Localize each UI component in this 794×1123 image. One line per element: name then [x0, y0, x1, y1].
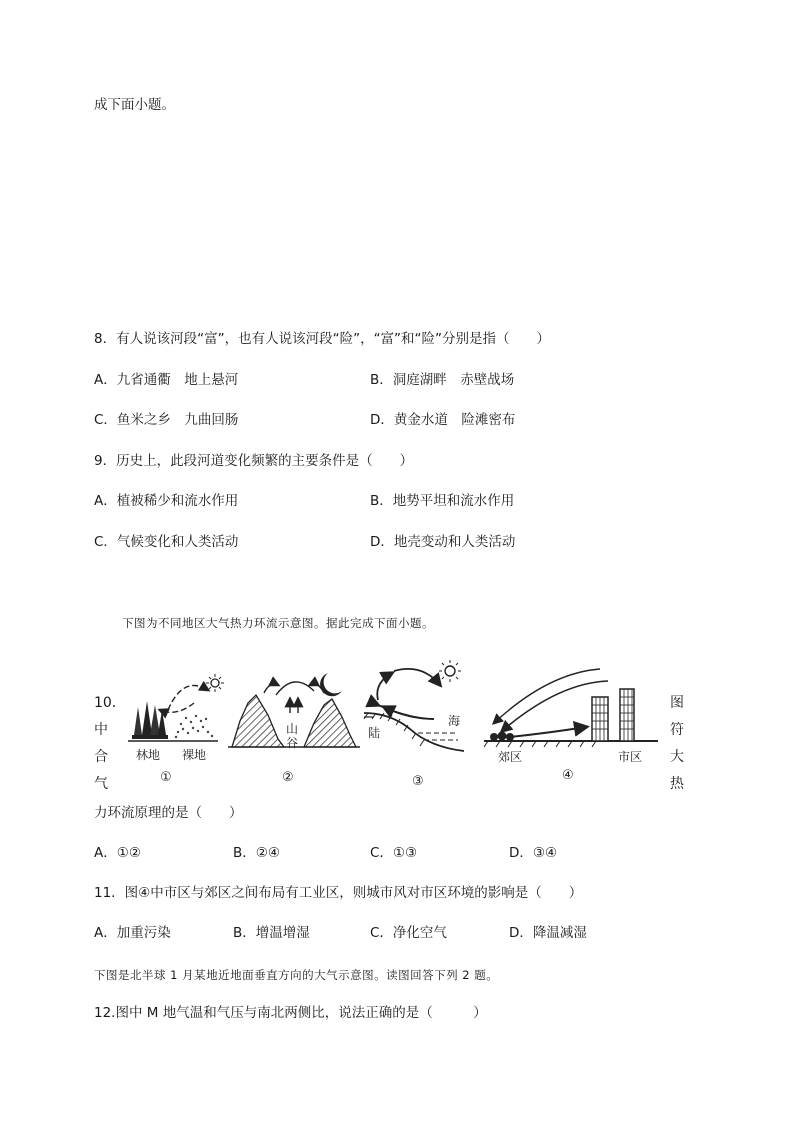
panel-1-label-bare: 裸地 [182, 748, 207, 762]
circulation-figure [128, 655, 683, 790]
q12-intro: 下图是北半球 1 月某地近地面垂直方向的大气示意图。读图回答下列 2 题。 [94, 968, 499, 982]
panel-1 [128, 674, 224, 785]
q10-prefix-1: 10． [94, 695, 126, 711]
q10-suffix-4: 热 [670, 776, 684, 792]
q10-prefix-4: 气 [94, 776, 108, 792]
q9-option-c[interactable]: C．气候变化和人类活动 [94, 534, 239, 550]
panel-3-label-sea: 海 [448, 714, 461, 728]
panel-4-number: ④ [562, 768, 574, 783]
q10-option-a[interactable]: A．①② [94, 845, 141, 861]
circulation-diagram [128, 655, 683, 790]
q10-suffix-1: 图 [670, 695, 684, 711]
q11-stem: 11．图④中市区与郊区之间布局有工业区，则城市风对市区环境的影响是（ ） [94, 885, 583, 901]
forest-trees [132, 701, 168, 739]
q8-option-b[interactable]: B．洞庭湖畔 赤壁战场 [370, 372, 515, 388]
q10-option-b[interactable]: B．②④ [233, 845, 280, 861]
q8-option-a[interactable]: A．九省通衢 地上悬河 [94, 372, 239, 388]
q10-prefix-2: 中 [94, 722, 108, 738]
q11-option-d[interactable]: D．降温减湿 [509, 925, 587, 941]
panel-3-number: ③ [412, 774, 424, 789]
q10-option-c[interactable]: C．①③ [370, 845, 418, 861]
q9-option-b[interactable]: B．地势平坦和流水作用 [370, 493, 515, 509]
panel-2-label-valley: 谷 [286, 736, 299, 750]
q10-option-d[interactable]: D．③④ [509, 845, 558, 861]
buildings [592, 689, 634, 741]
panel-4 [484, 669, 658, 783]
q8-stem: 8．有人说该河段“富”，也有人说该河段“险”，“富”和“险”分别是指（ ） [94, 331, 551, 347]
panel-1-number: ① [160, 770, 172, 785]
top-fragment: 成下面小题。 [94, 97, 175, 113]
q12-stem: 12.图中 M 地气温和气压与南北两侧比，说法正确的是（ ） [94, 1005, 487, 1021]
q11-option-b[interactable]: B．增温增湿 [233, 925, 310, 941]
panel-2-number: ② [282, 770, 294, 785]
panel-4-label-city: 市区 [618, 750, 643, 764]
q10-tail: 力环流原理的是（ ） [94, 805, 243, 821]
sun-icon [439, 660, 461, 682]
q9-stem: 9．历史上，此段河道变化频繁的主要条件是（ ） [94, 453, 414, 469]
q8-option-d[interactable]: D．黄金水道 险滩密布 [370, 412, 516, 428]
q11-option-c[interactable]: C．净化空气 [370, 925, 447, 941]
panel-3-label-land: 陆 [368, 726, 381, 740]
q8-option-c[interactable]: C．鱼米之乡 九曲回肠 [94, 412, 239, 428]
q10-prefix-3: 合 [94, 749, 108, 765]
q9-option-d[interactable]: D．地壳变动和人类活动 [370, 534, 516, 550]
bare-land-dots [175, 715, 213, 738]
panel-1-label-forest: 林地 [136, 748, 161, 762]
q10-suffix-3: 大 [670, 749, 684, 765]
q10-intro: 下图为不同地区大气热力环流示意图。据此完成下面小题。 [122, 616, 434, 630]
panel-2-label-mountain: 山 [286, 722, 299, 736]
panel-4-label-suburb: 郊区 [498, 750, 523, 764]
panel-2 [228, 673, 360, 785]
panel-3 [364, 660, 464, 789]
q10-suffix-2: 符 [670, 722, 684, 738]
sun-icon [206, 674, 224, 692]
q9-option-a[interactable]: A．植被稀少和流水作用 [94, 493, 239, 509]
q11-option-a[interactable]: A．加重污染 [94, 925, 171, 941]
